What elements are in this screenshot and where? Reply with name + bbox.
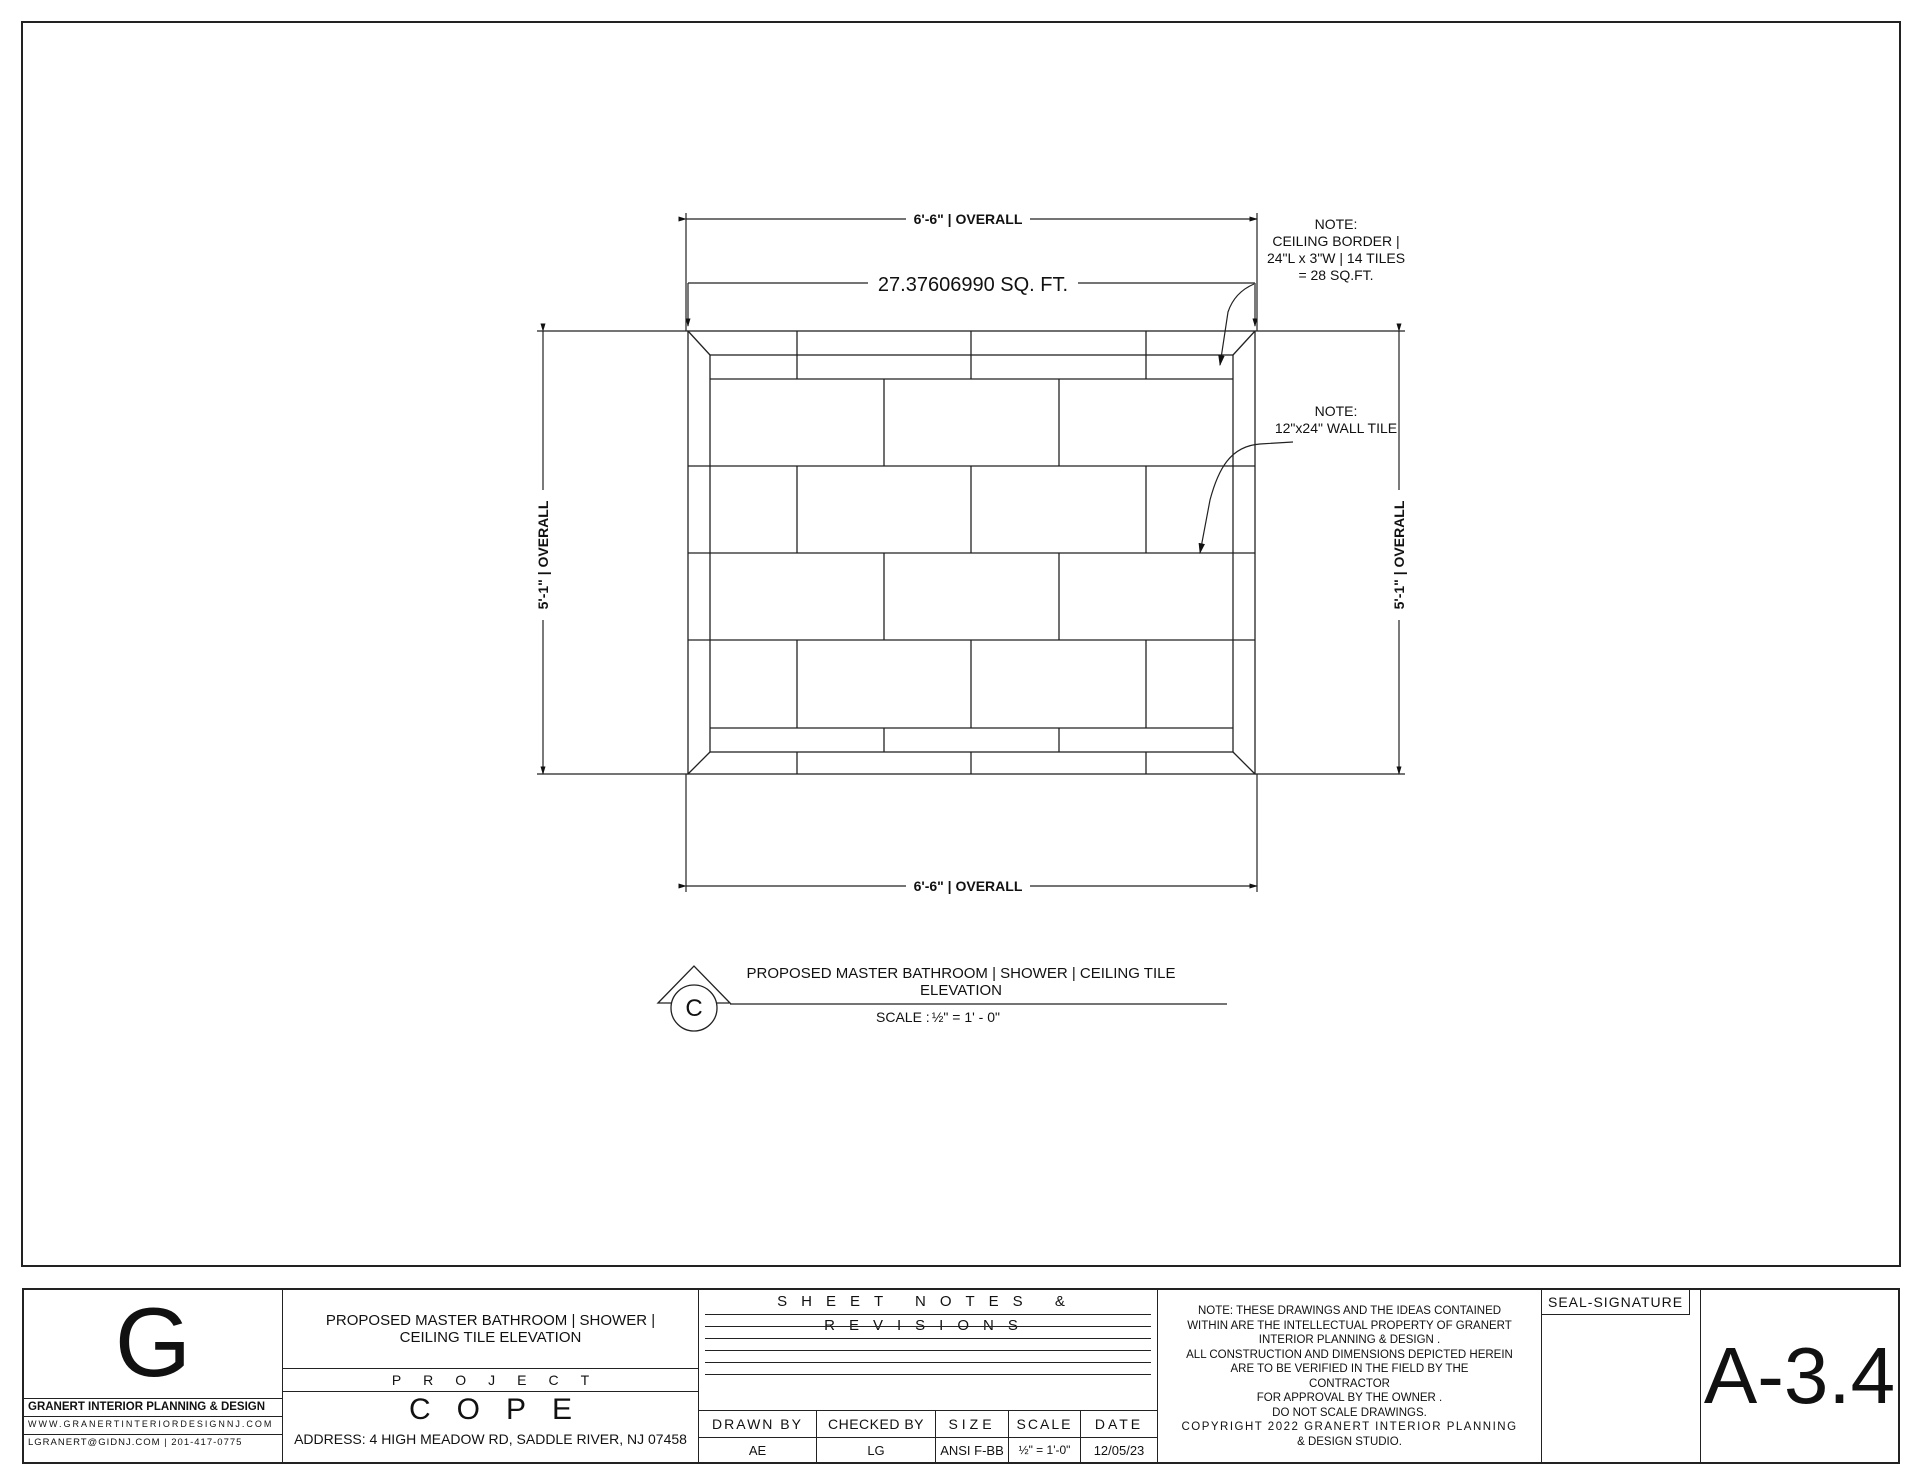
border-miter — [1233, 752, 1255, 774]
area-label: 27.37606990 SQ. FT. — [877, 274, 1069, 296]
firm-website: WWW.GRANERTINTERIORDESIGNNJ.COM — [24, 1416, 282, 1434]
size-value: ANSI F-BB — [940, 1442, 1004, 1458]
scale-column — [1009, 1411, 1081, 1462]
dim-left-label: 5'-1" | OVERALL — [535, 500, 551, 610]
revision-lines — [699, 1314, 1157, 1410]
sheet-notes-heading: SHEET NOTES & REVISIONS — [777, 1293, 1079, 1334]
drawing-info-table — [699, 1410, 1157, 1462]
drawn-by-value: AE — [748, 1442, 767, 1458]
ceiling-tile-plan — [688, 331, 1255, 774]
svg-text:24"L x 3"W | 14 TILES: 24"L x 3"W | 14 TILES — [1266, 250, 1406, 266]
disclaimer-line: INTERIOR PLANNING & DESIGN . — [1258, 1334, 1441, 1346]
title-block — [22, 1288, 1900, 1464]
svg-text:NOTE:: NOTE: — [1314, 403, 1358, 419]
project-heading: PROJECT — [283, 1369, 698, 1392]
drawing-frame — [22, 22, 1900, 1266]
project-name: COPE — [408, 1393, 599, 1426]
disclaimer-line: WITHIN ARE THE INTELLECTUAL PROPERTY OF GRANERT — [1187, 1319, 1512, 1332]
seal-signature-block — [1542, 1290, 1701, 1462]
checked-by-label: CHECKED BY — [817, 1411, 935, 1438]
disclaimer-line: COPYRIGHT 2022 GRANERT INTERIOR PLANNING — [1181, 1421, 1518, 1433]
disclaimer-line: ALL CONSTRUCTION AND DIMENSIONS DEPICTED HEREIN — [1186, 1348, 1513, 1361]
drawing-title: PROPOSED MASTER BATHROOM | SHOWER | CEILING TILE ELEVATION — [283, 1290, 698, 1369]
dim-bottom-label: 6'-6" | OVERALL — [913, 878, 1023, 894]
svg-text:NOTE:: NOTE: — [1314, 216, 1358, 232]
date-column — [1081, 1411, 1157, 1462]
border-miter — [1233, 331, 1255, 355]
dim-top-label: 6'-6" | OVERALL — [913, 211, 1023, 227]
size-label: SIZE — [936, 1411, 1008, 1438]
callout-scale: SCALE : ½" = 1' - 0" — [876, 1009, 1000, 1025]
disclaimer-line: CONTRACTOR — [1309, 1377, 1390, 1390]
callout-title-line2: ELEVATION — [920, 982, 1002, 999]
checked-by-column — [817, 1411, 936, 1462]
disclaimer-line: NOTE: THESE DRAWINGS AND THE IDEAS CONTAINED — [1197, 1305, 1502, 1317]
seal-signature-label: SEAL-SIGNATURE — [1542, 1290, 1690, 1315]
disclaimer-line: ARE TO BE VERIFIED IN THE FIELD BY THE — [1230, 1363, 1469, 1375]
size-column — [936, 1411, 1009, 1462]
border-miter — [688, 752, 710, 774]
dim-right-label: 5'-1" | OVERALL — [1391, 500, 1407, 610]
svg-text:CEILING BORDER |: CEILING BORDER | — [1272, 233, 1400, 249]
scale-value: ½" = 1'-0" — [1018, 1443, 1071, 1457]
scale-label: SCALE — [1009, 1411, 1080, 1438]
note-wall-tile — [1200, 403, 1397, 553]
sheet-number-block — [1701, 1290, 1898, 1462]
leader-arrow — [1200, 442, 1293, 553]
disclaimer-line: DO NOT SCALE DRAWINGS. — [1272, 1406, 1427, 1419]
checked-by-value: LG — [867, 1442, 885, 1458]
sheet-notes-block — [699, 1290, 1158, 1462]
border-miter — [688, 331, 710, 355]
project-address: ADDRESS: 4 HIGH MEADOW RD, SADDLE RIVER, NJ 07458 — [294, 1431, 687, 1447]
elevation-callout — [658, 965, 1227, 1031]
leader-arrow — [1220, 284, 1254, 365]
date-value: 12/05/23 — [1093, 1442, 1145, 1458]
project-block — [283, 1290, 699, 1462]
disclaimer-line: & DESIGN STUDIO. — [1297, 1435, 1402, 1448]
date-label: DATE — [1081, 1411, 1157, 1438]
firm-logo: G — [114, 1287, 192, 1397]
disclaimer-block — [1158, 1290, 1542, 1462]
firm-contact: LGRANERT@GIDNJ.COM | 201-417-0775 — [24, 1434, 282, 1452]
firm-logo-block — [24, 1287, 283, 1462]
firm-name: GRANERT INTERIOR PLANNING & DESIGN — [24, 1398, 282, 1416]
sheet-number: A-3.4 — [1703, 1331, 1896, 1420]
svg-text:= 28 SQ.FT.: = 28 SQ.FT. — [1298, 267, 1374, 283]
callout-title-line1: PROPOSED MASTER BATHROOM | SHOWER | CEILING TILE — [746, 965, 1176, 982]
callout-letter: C — [685, 995, 703, 1022]
drawn-by-column — [699, 1411, 817, 1462]
svg-text:12"x24" WALL TILE: 12"x24" WALL TILE — [1274, 420, 1398, 436]
disclaimer-line: FOR APPROVAL BY THE OWNER . — [1256, 1392, 1443, 1404]
note-ceiling-border — [1220, 216, 1405, 365]
drawn-by-label: DRAWN BY — [699, 1411, 816, 1438]
